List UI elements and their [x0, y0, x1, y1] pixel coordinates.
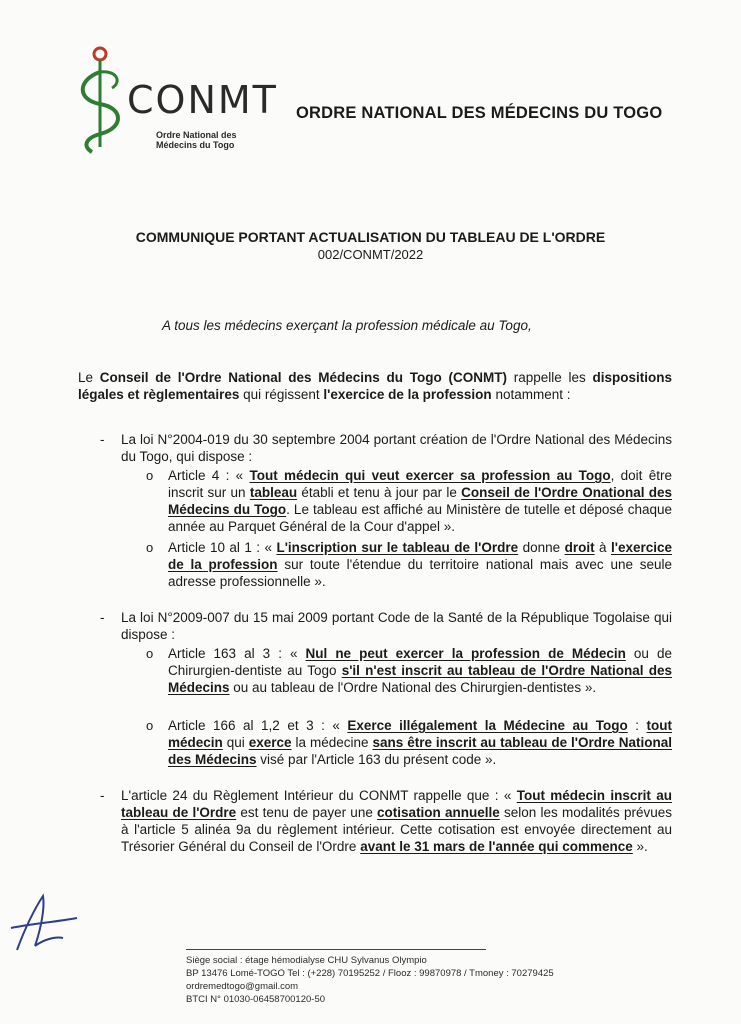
article-24-rule: [121, 787, 672, 855]
organization-name: ORDRE NATIONAL DES MÉDECINS DU TOGO: [296, 104, 663, 122]
footer-contact: BP 13476 Lomé-TOGO Tel : (+228) 70195252 / Flooz : 99870978 / Tmoney : 70279425: [186, 968, 554, 979]
article-emphasis: sans être inscrit au tableau de l'Ordre National des Médecins: [168, 735, 672, 767]
article-text: Article 166 al 1,2 et 3 : «: [168, 718, 348, 733]
article-text: la médecine: [291, 735, 373, 750]
footer-divider: [186, 949, 486, 950]
document-title: COMMUNIQUE PORTANT ACTUALISATION DU TABLEAU DE L'ORDRE: [135, 229, 606, 245]
footer: [186, 954, 554, 1006]
rule-emphasis: Tout médecin inscrit au tableau de l'Ordre: [121, 788, 672, 820]
rule-emphasis: avant le 31 mars de l'année qui commence: [360, 839, 633, 854]
list-dash: -: [100, 432, 105, 447]
article-text: à: [594, 540, 611, 555]
addressee: A tous les médecins exerçant la profession médicale au Togo,: [162, 318, 532, 333]
list-bullet: o: [146, 468, 154, 483]
article-text: qui: [222, 735, 249, 750]
article-emphasis: droit: [564, 540, 595, 555]
intro-bold: l'exercice de la profession: [323, 387, 492, 402]
article-emphasis: tableau: [249, 485, 298, 500]
footer-email: ordremedtogo@gmail.com: [186, 981, 299, 992]
article-emphasis: Nul ne peut exercer la profession de Médecin: [305, 646, 626, 661]
article-emphasis: s'il n'est inscrit au tableau de l'Ordre National des Médecins: [168, 663, 672, 695]
intro-text: notamment :: [491, 387, 571, 402]
intro-bold: Conseil de l'Ordre National des Médecins du Togo (CONMT): [99, 370, 507, 385]
article-emphasis: Exerce illégalement la Médecine au Togo: [347, 718, 628, 733]
law1-text: La loi N°2004-019 du 30 septembre 2004 portant création de l'Ordre National des Médecins du Togo, qui dispose :: [121, 432, 672, 464]
intro-text: rappelle les: [506, 370, 593, 385]
rule-emphasis: cotisation annuelle: [377, 805, 500, 820]
article-emphasis: Conseil de l'Ordre Onational des Médecins du Togo: [168, 485, 672, 517]
article-text: , doit être inscrit sur un: [168, 468, 672, 500]
rule-text: ».: [632, 839, 648, 854]
article-text: Article 163 al 3 : «: [168, 646, 306, 661]
logo-subtitle-line2: Médecins du Togo: [156, 140, 235, 150]
article-emphasis: l'exercice de la profession: [168, 540, 672, 572]
article-text: sur toute l'étendue du territoire national mais avec une seule adresse professionnelle ».: [168, 557, 673, 589]
article-10: [168, 539, 672, 590]
intro-bold: dispositions légales et règlementaires: [78, 370, 672, 402]
article-text: Article 10 al 1 : «: [168, 540, 277, 555]
rule-text: L'article 24 du Règlement Intérieur du CONMT rappelle que : «: [121, 788, 517, 803]
list-bullet: o: [146, 540, 154, 555]
logo-red-ring: [94, 48, 106, 60]
article-text: ou au tableau de l'Ordre National des Chirurgien-dentistes ».: [229, 680, 597, 695]
handwritten-signature: [5, 888, 85, 958]
list-bullet: o: [146, 646, 154, 661]
intro-text: Le: [78, 370, 100, 385]
article-text: . Le tableau est affiché au Ministère de tutelle et déposé chaque année au Parquet Général de la Cour d'appel ».: [168, 502, 673, 534]
footer-address: Siège social : étage hémodialyse CHU Sylvanus Olympio: [186, 955, 427, 966]
article-4: [168, 467, 672, 535]
article-163: [168, 645, 672, 696]
list-dash: -: [100, 610, 105, 625]
rule-text: selon les modalités prévues à l'article 5 alinéa 9a du règlement intérieur. Cette cotisation est envoyée directement au Trésorier Général du Conseil de l'Ordre: [121, 805, 672, 854]
logo-subtitle-line1: Ordre National des: [156, 130, 237, 140]
article-text: établi et tenu à jour par le: [297, 485, 462, 500]
article-166: [168, 717, 672, 768]
article-text: :: [627, 718, 647, 733]
footer-bank: BTCI N° 01030-06458700120-50: [186, 994, 326, 1005]
article-text: Article 4 : «: [168, 468, 250, 483]
logo-subtitle: [156, 130, 237, 150]
rule-text: est tenu de payer une: [236, 805, 378, 820]
article-text: donne: [518, 540, 565, 555]
article-emphasis: L'inscription sur le tableau de l'Ordre: [276, 540, 519, 555]
intro-paragraph: [78, 369, 672, 403]
law2-text: La loi N°2009-007 du 15 mai 2009 portant Code de la Santé de la République Togolaise qui dispose :: [121, 610, 672, 642]
article-text: visé par l'Article 163 du présent code ».: [256, 752, 497, 767]
document-reference: 002/CONMT/2022: [317, 247, 424, 262]
logo-text: CONMT: [127, 78, 278, 122]
article-text: ou de Chirurgien-dentiste au Togo: [168, 646, 672, 678]
article-emphasis: exerce: [248, 735, 292, 750]
list-bullet: o: [146, 718, 154, 733]
article-emphasis: Tout médecin qui veut exercer sa profession au Togo: [249, 468, 611, 483]
intro-text: qui régissent: [239, 387, 324, 402]
article-emphasis: tout médecin: [168, 718, 672, 750]
list-dash: -: [100, 788, 105, 803]
